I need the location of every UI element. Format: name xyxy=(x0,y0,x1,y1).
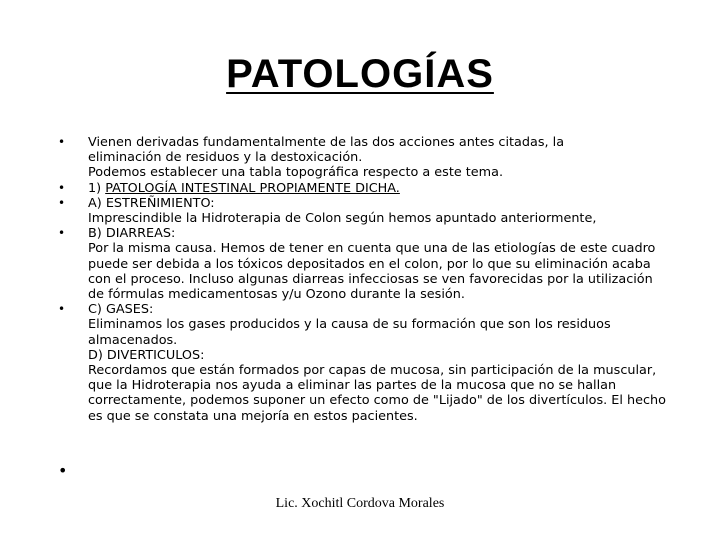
diarreas-heading: B) DIARREAS: xyxy=(88,226,176,242)
bullet-icon: • xyxy=(58,135,66,149)
intro-line-2: eliminación de residuos y la destoxicación. xyxy=(88,150,363,166)
list-item-intestinal xyxy=(56,181,666,196)
bullet-icon: • xyxy=(58,195,66,210)
author-footer: Lic. Xochitl Cordova Morales xyxy=(275,496,445,511)
bullet-icon: • xyxy=(58,302,66,317)
bullet-icon: • xyxy=(58,226,66,241)
intestinal-title: PATOLOGÍA INTESTINAL PROPIAMENTE DICHA. xyxy=(105,180,400,196)
content-list xyxy=(56,135,666,424)
estrenimiento-heading: A) ESTREÑIMIENTO: xyxy=(88,195,215,211)
intestinal-prefix: 1) xyxy=(88,180,106,196)
gases-heading: C) GASES: xyxy=(88,302,154,318)
list-item-gases xyxy=(56,302,666,424)
estrenimiento-text: Imprescindible la Hidroterapia de Colon según hemos apuntado anteriormente, xyxy=(88,211,597,227)
diverticulos-text: Recordamos que están formados por capas de mucosa, sin participación de la muscular, que la Hidroterapia nos ayuda a eliminar las partes de la mucosa que no se hallan correctamente, podemos suponer un efecto como de "Lijado" de los divertículos. El hecho es que se constata una mejoría en estos pacientes. xyxy=(88,363,666,424)
list-item-intro xyxy=(56,135,666,181)
list-item-estrenimiento xyxy=(56,196,666,226)
diarreas-text: Por la misma causa. Hemos de tener en cuenta que una de las etiologías de este cuadro puede ser debida a los tóxicos depositados en el colon, por lo que su eliminación acaba con el proceso. Incluso algunas diarreas infecciosas se ven favorecidas por la utilización de fórmulas medicamentosas y/u Ozono durante la sesión. xyxy=(88,241,656,303)
bullet-icon: • xyxy=(58,180,66,195)
gases-text: Eliminamos los gases producidos y la causa de su formación que son los residuos almacenados. xyxy=(88,317,611,348)
intro-line-3: Podemos establecer una tabla topográfica respecto a este tema. xyxy=(88,165,504,181)
intro-line-1: Vienen derivadas fundamentalmente de las dos acciones antes citadas, la xyxy=(88,135,565,150)
list-item-diarreas xyxy=(56,226,666,302)
empty-bullet-icon: • xyxy=(58,461,68,480)
diverticulos-heading: D) DIVERTICULOS: xyxy=(88,347,205,363)
intestinal-heading xyxy=(88,181,666,196)
page-title: PATOLOGÍAS xyxy=(226,52,494,96)
